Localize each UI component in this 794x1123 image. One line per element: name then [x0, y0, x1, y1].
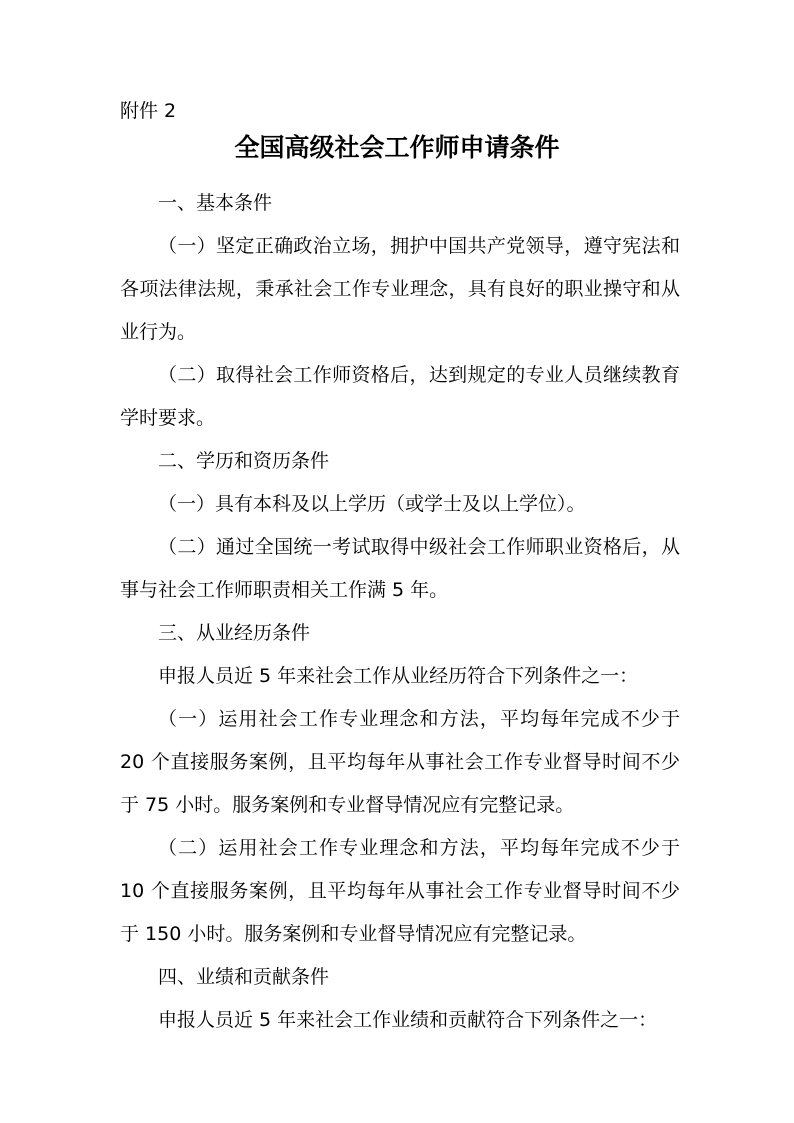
paragraph: 申报人员近 5 年来社会工作业绩和贡献符合下列条件之一：	[158, 1009, 658, 1031]
paragraph: 申报人员近 5 年来社会工作从业经历符合下列条件之一：	[158, 665, 639, 687]
document-body	[120, 182, 680, 1042]
paragraph: （二）取得社会工作师资格后，达到规定的专业人员继续教育学时要求。	[120, 364, 680, 429]
section-heading-experience: 三、从业经历条件	[158, 622, 311, 644]
paragraph: （二）运用社会工作专业理念和方法，平均每年完成不少于 10 个直接服务案例，且平均每年从事社会工作专业督导时间不少于 150 小时。服务案例和专业督导情况应有完整记录。	[120, 837, 680, 945]
page-title: 全国高级社会工作师申请条件	[234, 133, 560, 162]
paragraph: （一）运用社会工作专业理念和方法，平均每年完成不少于 20 个直接服务案例，且平均每年从事社会工作专业督导时间不少于 75 小时。服务案例和专业督导情况应有完整记录。	[120, 708, 680, 816]
section-heading-achievements: 四、业绩和贡献条件	[158, 966, 330, 988]
section-heading-basic: 一、基本条件	[158, 192, 273, 214]
paragraph: （一）具有本科及以上学历（或学士及以上学位）。	[158, 493, 586, 515]
section-heading-education: 二、学历和资历条件	[158, 450, 330, 472]
paragraph: （二）通过全国统一考试取得中级社会工作师职业资格后，从事与社会工作师职责相关工作满 5 年。	[120, 536, 680, 601]
paragraph: （一）坚定正确政治立场，拥护中国共产党领导，遵守宪法和各项法律法规，秉承社会工作专业理念，具有良好的职业操守和从业行为。	[120, 235, 680, 343]
attachment-label: 附件 2	[120, 100, 177, 122]
